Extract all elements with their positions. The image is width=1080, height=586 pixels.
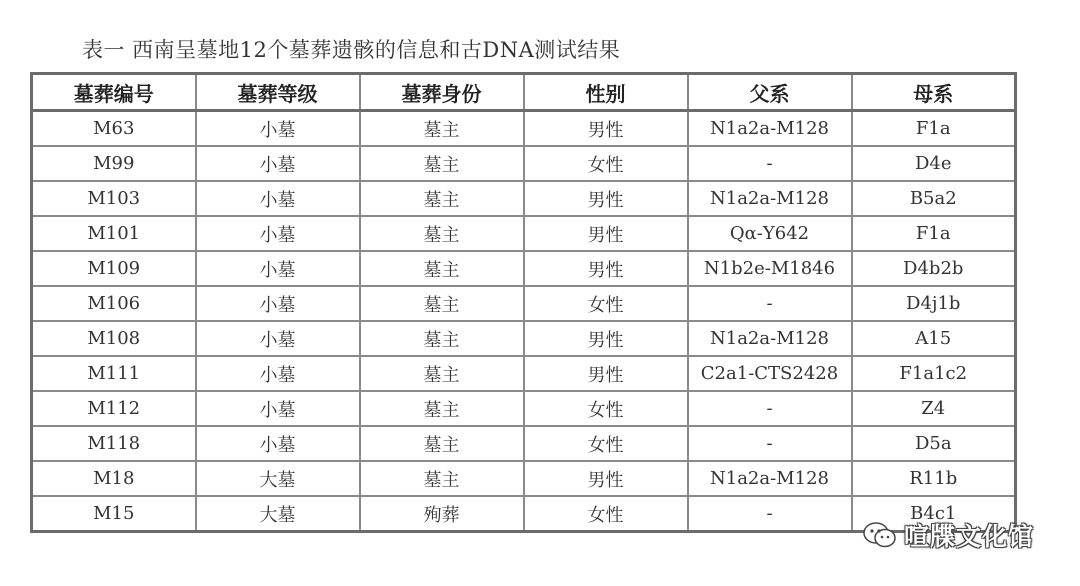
cell-sex: 女性 xyxy=(524,286,688,321)
table-row xyxy=(32,181,1016,216)
cell-tomb-grade: 小墓 xyxy=(196,391,360,426)
table-row xyxy=(32,111,1016,147)
header-paternal: 父系 xyxy=(688,74,852,111)
cell-tomb-grade: 小墓 xyxy=(196,181,360,216)
cell-tomb-number: M112 xyxy=(32,391,196,426)
cell-maternal: R11b xyxy=(852,461,1016,496)
cell-tomb-grade: 大墓 xyxy=(196,496,360,532)
cell-tomb-grade: 小墓 xyxy=(196,356,360,391)
results-table xyxy=(30,72,1017,533)
wechat-icon xyxy=(862,521,898,549)
cell-tomb-identity: 墓主 xyxy=(360,356,524,391)
cell-sex: 男性 xyxy=(524,181,688,216)
cell-paternal: N1b2e-M1846 xyxy=(688,251,852,286)
cell-tomb-number: M18 xyxy=(32,461,196,496)
cell-tomb-number: M15 xyxy=(32,496,196,532)
cell-sex: 男性 xyxy=(524,461,688,496)
cell-tomb-identity: 墓主 xyxy=(360,216,524,251)
cell-tomb-identity: 殉葬 xyxy=(360,496,524,532)
table-caption: 表一 西南呈墓地12个墓葬遗骸的信息和古DNA测试结果 xyxy=(82,38,621,62)
cell-paternal: N1a2a-M128 xyxy=(688,461,852,496)
cell-tomb-identity: 墓主 xyxy=(360,321,524,356)
header-tomb-grade: 墓葬等级 xyxy=(196,74,360,111)
cell-tomb-grade: 小墓 xyxy=(196,426,360,461)
cell-tomb-grade: 大墓 xyxy=(196,461,360,496)
table-body xyxy=(32,111,1016,532)
cell-paternal: N1a2a-M128 xyxy=(688,181,852,216)
table-row xyxy=(32,146,1016,181)
cell-sex: 男性 xyxy=(524,111,688,147)
header-tomb-identity: 墓葬身份 xyxy=(360,74,524,111)
cell-tomb-number: M109 xyxy=(32,251,196,286)
cell-tomb-number: M111 xyxy=(32,356,196,391)
table-row xyxy=(32,251,1016,286)
cell-maternal: A15 xyxy=(852,321,1016,356)
table-row xyxy=(32,321,1016,356)
cell-maternal: B4c1 xyxy=(852,496,1016,532)
cell-paternal: - xyxy=(688,286,852,321)
table-row xyxy=(32,461,1016,496)
watermark xyxy=(862,520,1034,550)
cell-tomb-identity: 墓主 xyxy=(360,426,524,461)
cell-tomb-number: M103 xyxy=(32,181,196,216)
cell-tomb-number: M108 xyxy=(32,321,196,356)
table-row xyxy=(32,216,1016,251)
cell-paternal: - xyxy=(688,146,852,181)
header-maternal: 母系 xyxy=(852,74,1016,111)
cell-tomb-grade: 小墓 xyxy=(196,146,360,181)
cell-maternal: F1a xyxy=(852,111,1016,147)
cell-tomb-identity: 墓主 xyxy=(360,146,524,181)
cell-tomb-number: M63 xyxy=(32,111,196,147)
table-row xyxy=(32,286,1016,321)
header-row xyxy=(32,74,1016,111)
cell-sex: 男性 xyxy=(524,321,688,356)
cell-sex: 男性 xyxy=(524,216,688,251)
cell-tomb-identity: 墓主 xyxy=(360,286,524,321)
cell-maternal: Z4 xyxy=(852,391,1016,426)
cell-maternal: D4b2b xyxy=(852,251,1016,286)
cell-maternal: B5a2 xyxy=(852,181,1016,216)
table-row xyxy=(32,391,1016,426)
cell-paternal: Qα-Y642 xyxy=(688,216,852,251)
cell-paternal: - xyxy=(688,391,852,426)
watermark-text: 喧牒文化馆 xyxy=(904,522,1035,551)
cell-paternal: - xyxy=(688,496,852,532)
cell-paternal: N1a2a-M128 xyxy=(688,321,852,356)
cell-paternal: C2a1-CTS2428 xyxy=(688,356,852,391)
cell-sex: 女性 xyxy=(524,391,688,426)
cell-tomb-number: M101 xyxy=(32,216,196,251)
cell-sex: 男性 xyxy=(524,356,688,391)
cell-tomb-grade: 小墓 xyxy=(196,216,360,251)
cell-tomb-number: M99 xyxy=(32,146,196,181)
cell-tomb-identity: 墓主 xyxy=(360,111,524,147)
cell-tomb-identity: 墓主 xyxy=(360,181,524,216)
cell-tomb-grade: 小墓 xyxy=(196,286,360,321)
cell-tomb-number: M106 xyxy=(32,286,196,321)
cell-sex: 女性 xyxy=(524,146,688,181)
cell-tomb-grade: 小墓 xyxy=(196,321,360,356)
cell-tomb-number: M118 xyxy=(32,426,196,461)
cell-tomb-identity: 墓主 xyxy=(360,461,524,496)
cell-sex: 男性 xyxy=(524,251,688,286)
cell-sex: 女性 xyxy=(524,426,688,461)
cell-tomb-grade: 小墓 xyxy=(196,111,360,147)
cell-maternal: F1a1c2 xyxy=(852,356,1016,391)
cell-tomb-identity: 墓主 xyxy=(360,251,524,286)
cell-sex: 女性 xyxy=(524,496,688,532)
header-sex: 性别 xyxy=(524,74,688,111)
cell-maternal: F1a xyxy=(852,216,1016,251)
cell-paternal: N1a2a-M128 xyxy=(688,111,852,147)
cell-maternal: D5a xyxy=(852,426,1016,461)
cell-maternal: D4e xyxy=(852,146,1016,181)
table-header xyxy=(32,74,1016,111)
cell-tomb-grade: 小墓 xyxy=(196,251,360,286)
table-row xyxy=(32,426,1016,461)
table-row xyxy=(32,356,1016,391)
cell-paternal: - xyxy=(688,426,852,461)
cell-maternal: D4j1b xyxy=(852,286,1016,321)
header-tomb-number: 墓葬编号 xyxy=(32,74,196,111)
cell-tomb-identity: 墓主 xyxy=(360,391,524,426)
